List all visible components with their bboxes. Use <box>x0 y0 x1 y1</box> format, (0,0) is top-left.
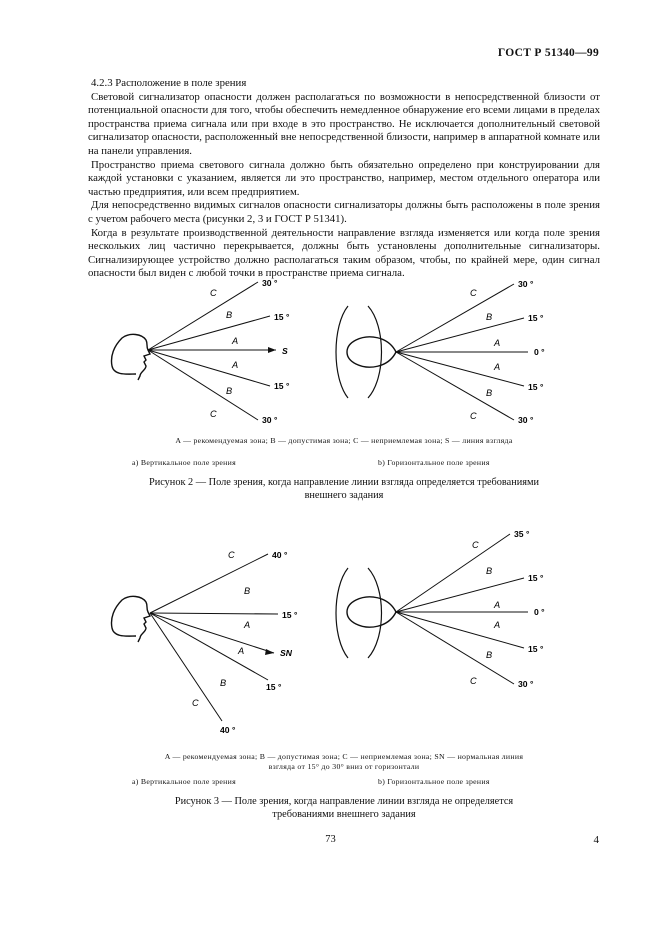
head-top-view <box>347 337 396 367</box>
angle-label: 15 ° <box>528 313 544 323</box>
angle-label: 15 ° <box>266 682 282 692</box>
angle-label: 30 ° <box>518 279 534 289</box>
paragraph-4: Когда в результате производственной деятельности направление взгляда изменяется или когда поле зрения нескольких лиц частично перекрывается, должны быть установлены дополнительные сигнализаторы. Сигнализирующее устройство должно располагаться таким образом, чтобы, по крайней мере, один сигнал опасности был виден с любой точки в пространстве приема сигнала. <box>88 226 600 280</box>
zone-label: C <box>228 550 235 560</box>
figure-3-caption <box>88 796 600 821</box>
figure-3-legend-line-2: взгляда от 15° до 30° вниз от горизонтали <box>268 762 420 771</box>
angle-label: 30 ° <box>518 679 534 689</box>
figure-2-vertical-diagram <box>98 276 338 426</box>
sight-line-label: S <box>282 346 288 356</box>
zone-label: A <box>494 600 501 610</box>
figure-3-horizontal-diagram <box>338 528 578 728</box>
angle-label: 15 ° <box>274 381 290 391</box>
angle-label: 15 ° <box>528 573 544 583</box>
paragraph-1: Световой сигнализатор опасности должен располагаться по возможности в непосредственной близости от потенциальной опасности для того, чтобы обеспечить немедленное обнаружение его всеми лицами в пределах пространства приема сигнала или при входе в это пространство. Не исключается дополнительный световой сигнализатор опасности, расположенный вне непосредственной близости, например в аппаратной комнате или на панели управления. <box>88 90 600 157</box>
figure-2-caption-line-1: Рисунок 2 — Поле зрения, когда направление линии взгляда определяется требованиями <box>148 477 540 488</box>
zone-label: B <box>244 586 251 596</box>
head-profile <box>111 596 150 642</box>
zone-label: C <box>470 288 477 298</box>
figure-3-sub-a: a) Вертикальное поле зрения <box>132 777 237 786</box>
figure-2-horizontal-diagram <box>338 276 578 426</box>
head-profile <box>111 334 150 380</box>
angle-label: 0 ° <box>534 347 545 357</box>
zone-label: B <box>226 310 233 320</box>
zone-label: C <box>210 288 217 298</box>
zone-label: B <box>220 678 227 688</box>
zone-label: A <box>494 620 501 630</box>
figure-3-legend-line-1: A — рекомендуемая зона; B — допустимая зона; C — неприемлемая зона; SN — нормальная линия <box>164 752 524 761</box>
angle-label: 15 ° <box>282 610 298 620</box>
figure-2-sub-a: а) Вертикальное поле зрения <box>132 458 237 467</box>
angle-label: 0 ° <box>534 607 545 617</box>
angle-label: 30 ° <box>262 415 278 425</box>
figure-2-caption-line-2: внешнего задания <box>304 489 384 501</box>
head-top-view <box>347 597 396 627</box>
angle-label: 15 ° <box>528 644 544 654</box>
page-number-center: 73 <box>325 834 336 845</box>
figure-3-caption-line-1: Рисунок 3 — Поле зрения, когда направление линии взгляда не определяется <box>174 796 514 807</box>
zone-label: B <box>486 312 493 322</box>
sight-line-label: SN <box>280 648 292 658</box>
figure-2-caption <box>88 477 600 502</box>
figure-3-vertical-diagram <box>98 528 338 735</box>
figure-3-legend <box>88 752 600 772</box>
paragraph-3: Для непосредственно видимых сигналов опасности сигнализаторы должны быть расположены в поле зрения с учетом рабочего места (рисунки 2, 3 и ГОСТ Р 51341). <box>88 199 600 225</box>
zone-label: A <box>494 338 501 348</box>
angle-label: 35 ° <box>514 529 530 539</box>
zone-label: C <box>210 409 217 419</box>
angle-label: 40 ° <box>220 725 236 735</box>
angle-label: 30 ° <box>518 415 534 425</box>
zone-label: A <box>494 362 501 372</box>
body-text <box>88 77 600 281</box>
page-number-right: 4 <box>593 834 599 846</box>
figure-3-sub-b: b) Горизонтальное поле зрения <box>378 777 490 786</box>
angle-label: 15 ° <box>528 382 544 392</box>
figure-3-caption-line-2: требованиями внешнего задания <box>272 808 416 820</box>
figure-2-sub-b: b) Горизонтальное поле зрения <box>378 458 490 467</box>
zone-label: A <box>232 336 239 346</box>
section-heading: 4.2.3 Расположение в поле зрения <box>91 77 247 89</box>
zone-label: C <box>470 676 477 686</box>
zone-label: B <box>226 386 233 396</box>
zone-label: B <box>486 566 493 576</box>
figure-2 <box>88 276 600 516</box>
figure-2-legend: A — рекомендуемая зона; B — допустимая зона; C — неприемлемая зона; S — линия взгляда <box>175 436 513 445</box>
standard-header: ГОСТ Р 51340—99 <box>497 47 599 59</box>
zone-label: C <box>470 411 477 421</box>
zone-label: B <box>486 388 493 398</box>
angle-label: 30 ° <box>262 278 278 288</box>
paragraph-2: Пространство приема светового сигнала должно быть обязательно определено при конструировании для каждой установки с указанием, является ли это пространство, например, местом отдельного оператора или частью предприятия, или всем предприятием. <box>88 158 600 198</box>
zone-label: A <box>238 646 245 656</box>
zone-label: B <box>486 650 493 660</box>
angle-label: 15 ° <box>274 312 290 322</box>
zone-label: C <box>192 698 199 708</box>
zone-label: C <box>472 540 479 550</box>
zone-label: A <box>244 620 251 630</box>
zone-label: A <box>232 360 239 370</box>
figure-3 <box>88 528 600 828</box>
angle-label: 40 ° <box>272 550 288 560</box>
